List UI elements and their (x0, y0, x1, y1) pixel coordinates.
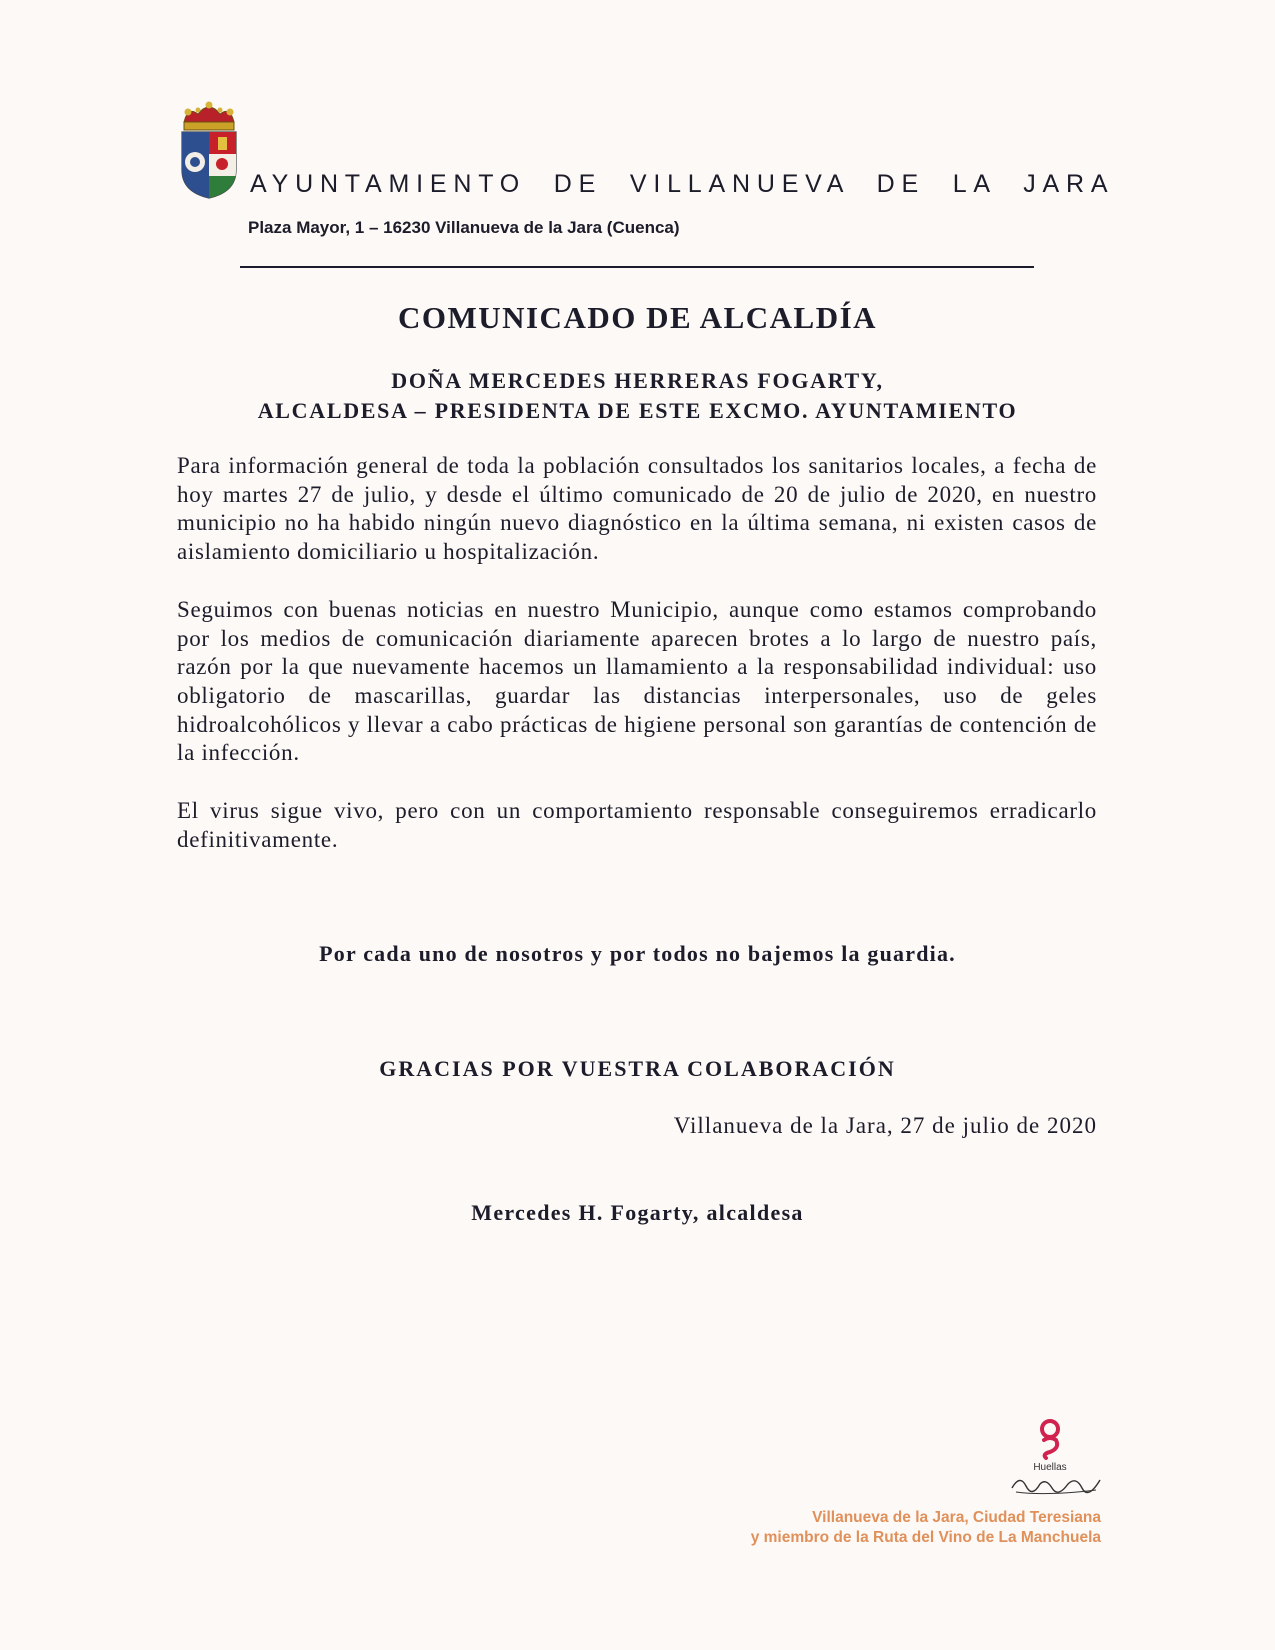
slogan: Por cada uno de nosotros y por todos no bajemos la guardia. (319, 941, 956, 966)
org-name: AYUNTAMIENTO DE VILLANUEVA DE LA JARA (250, 170, 1115, 198)
document-title: COMUNICADO DE ALCALDÍA (397, 300, 878, 335)
org-address: Plaza Mayor, 1 – 16230 Villanueva de la Jara (Cuenca) (248, 218, 680, 237)
paragraph: Seguimos con buenas noticias en nuestro Municipio, aunque como estamos comprobando por los medios de comunicación diariamente aparecen brotes a lo largo de nuestro país, razón por la que nuevamente hacemos un llamamiento a la responsabilidad individual: uso obligatorio de mascarillas, guardar las distancias interpersonales, uso de geles hidroalcohólicos y llevar a cabo prácticas de higiene personal son garantías de contención de la infección. (177, 596, 1097, 766)
municipal-coat-of-arms-icon (176, 100, 242, 200)
huellas-teresa-de-jesus-logo-icon (1006, 1418, 1106, 1500)
body-text (177, 452, 1097, 883)
logo-text: Huellas (1033, 1462, 1067, 1473)
paragraph: El virus sigue vivo, pero con un comportamiento responsable conseguiremos erradicarlo definitivamente. (177, 798, 1097, 852)
place-date: Villanueva de la Jara, 27 de julio de 2020 (673, 1113, 1097, 1138)
footer-line-2: y miembro de la Ruta del Vino de La Manchuela (750, 1529, 1101, 1546)
issuer-position: ALCALDESA – PRESIDENTA DE ESTE EXCMO. AYUNTAMIENTO (257, 398, 1018, 423)
paragraph: Para información general de toda la población consultados los sanitarios locales, a fecha de hoy martes 27 de julio, y desde el último comunicado de 20 de julio de 2020, en nuestro municipio no ha habido ningún nuevo diagnóstico en la última semana, ni existen casos de aislamiento domiciliario u hospitalización. (177, 453, 1097, 565)
signature: Mercedes H. Fogarty, alcaldesa (471, 1200, 804, 1225)
footer-text (751, 1508, 1101, 1548)
issuer-name: DOÑA MERCEDES HERRERAS FOGARTY, (391, 368, 884, 393)
issuer-block (0, 366, 1275, 426)
thanks-line: GRACIAS POR VUESTRA COLABORACIÓN (379, 1056, 896, 1081)
footer-line-1: Villanueva de la Jara, Ciudad Teresiana (812, 1509, 1101, 1526)
header-divider (240, 266, 1034, 268)
